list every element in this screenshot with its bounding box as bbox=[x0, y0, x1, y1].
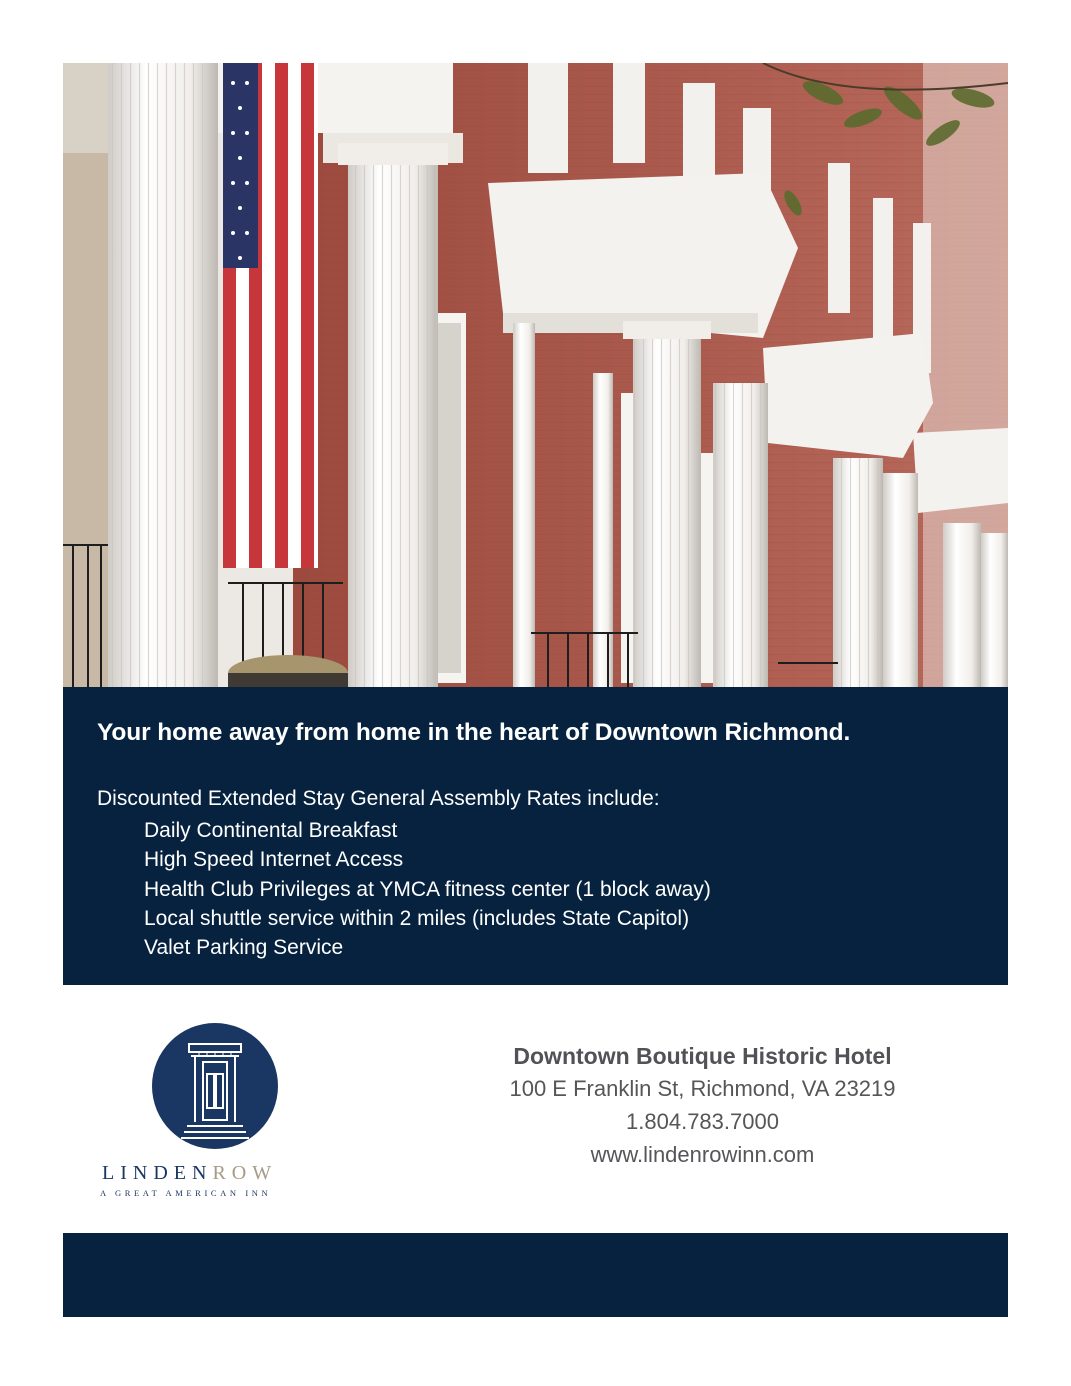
amenities-list bbox=[144, 816, 711, 962]
row-houses-illustration bbox=[63, 63, 1008, 687]
logo-wordmark bbox=[102, 1162, 342, 1185]
logo-name-linden: LINDEN bbox=[102, 1162, 213, 1184]
logo-name-row: ROW bbox=[212, 1162, 278, 1184]
hotel-address: 100 E Franklin St, Richmond, VA 23219 bbox=[509, 1076, 896, 1101]
flag-graphic bbox=[223, 63, 318, 568]
hotel-website: www.lindenrowinn.com bbox=[590, 1142, 815, 1167]
amenity-item: Daily Continental Breakfast bbox=[144, 819, 398, 842]
amenity-item: Health Club Privileges at YMCA fitness center (1 block away) bbox=[144, 877, 711, 901]
hero-photo bbox=[63, 63, 1008, 687]
contact-block bbox=[430, 1043, 975, 1175]
amenity-item: High Speed Internet Access bbox=[144, 848, 404, 872]
footer-band bbox=[63, 1233, 1008, 1317]
hotel-phone: 1.804.783.7000 bbox=[626, 1109, 779, 1134]
headline: Your home away from home in the heart of Downtown Richmond. bbox=[97, 719, 851, 746]
linden-row-logo bbox=[96, 1022, 346, 1202]
amenity-item: Local shuttle service within 2 miles (includes State Capitol) bbox=[144, 906, 690, 930]
amenity-item: Valet Parking Service bbox=[144, 936, 344, 960]
rates-info-band bbox=[63, 687, 1008, 985]
logo-tagline: A GREAT AMERICAN INN bbox=[100, 1188, 272, 1198]
building-emblem-icon bbox=[151, 1022, 281, 1152]
rates-intro: Discounted Extended Stay General Assembly Rates include: bbox=[97, 787, 660, 810]
hotel-descriptor: Downtown Boutique Historic Hotel bbox=[513, 1043, 892, 1069]
